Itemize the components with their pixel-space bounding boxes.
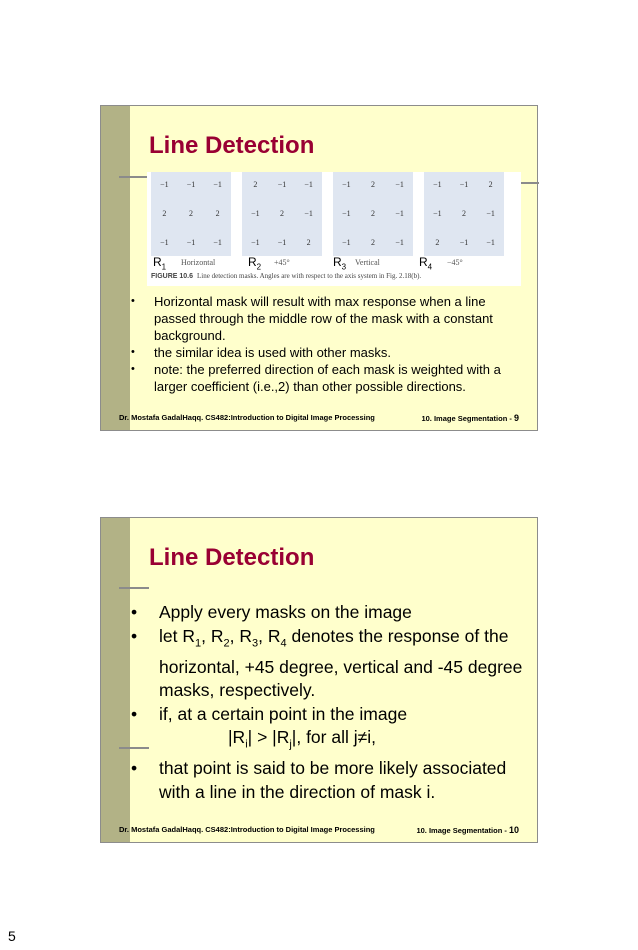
response-label-r2: $R_2$ [248, 255, 262, 272]
mask-cell: 2 [370, 238, 375, 247]
response-label-r1: $R_1$ [153, 255, 167, 272]
line-detection-masks-figure [147, 172, 521, 286]
bullet-marker: • [131, 346, 135, 358]
mask-cell: −1 [251, 238, 260, 247]
mask-cell: −1 [459, 180, 469, 189]
bullet-item: • Horizontal mask will result with max response when a line passed through the middle row of the mask with a constant background. [131, 294, 493, 343]
mask-cell: −1 [251, 209, 260, 218]
bullet-list [121, 293, 521, 395]
mask-cell: 2 [188, 209, 193, 218]
title-divider-right [521, 182, 539, 184]
mask-row [151, 209, 231, 218]
title-divider [119, 176, 149, 178]
mask-cell: −1 [486, 209, 495, 218]
response-label-r4: $R_4$ [419, 255, 433, 272]
mask-cell: −1 [342, 180, 351, 189]
figure-caption: FIGURE 10.6 Line detection masks. Angles are with respect to the axis system in Fig. 2.18(b). [151, 272, 422, 280]
mask-cell: −1 [213, 238, 222, 247]
mask-cell: −1 [186, 180, 196, 189]
mask-row [333, 238, 413, 247]
mask-cell: 2 [306, 238, 311, 247]
direction-label: Horizontal [181, 258, 216, 267]
mask-cell: −1 [160, 238, 169, 247]
footer-section: 10. Image Segmentation - 9 [421, 413, 519, 423]
mask-cell: −1 [160, 180, 169, 189]
bullet-item: • if, at a certain point in the image [121, 703, 531, 727]
slide-title: Line Detection [149, 132, 315, 159]
mask-horizontal [151, 172, 231, 256]
mask-row [333, 209, 413, 218]
mask-cell: 2 [370, 180, 375, 189]
bullet-list [121, 601, 531, 804]
bullet-item: • let $R_1$, $R_2$, $R_3$, $R_4$ denotes the response of the horizontal, +45 degree, vertical and -45 degree masks, respectively. [131, 625, 523, 700]
slide-number: 9 [513, 413, 519, 423]
mask-vertical [333, 172, 413, 256]
response-label-r3: $R_3$ [333, 255, 347, 272]
mask-cell: −1 [433, 209, 442, 218]
mask-cell: −1 [395, 238, 404, 247]
mask-cell: 2 [370, 209, 375, 218]
mask-cell: −1 [395, 180, 404, 189]
mask-row [242, 238, 322, 247]
mask-row [242, 209, 322, 218]
slide-10 [100, 517, 538, 843]
bullet-item: • note: the preferred direction of each mask is weighted with a larger coefficient (i.e.,2) than other possible directions. [131, 362, 501, 394]
bullet-marker: • [131, 758, 138, 778]
mask-plus-45 [242, 172, 322, 256]
mask-cell: 2 [253, 180, 258, 189]
bullet-marker: • [131, 363, 135, 375]
mask-cell: −1 [433, 180, 442, 189]
footer-author-course: Dr. Mostafa GadalHaqq. CS482:Introduction to Digital Image Processing [119, 825, 375, 834]
bullet-marker: • [131, 602, 138, 622]
mask-row [424, 238, 504, 247]
mask-cell: 2 [488, 180, 493, 189]
bullet-marker: • [131, 295, 135, 307]
direction-label: Vertical [355, 258, 380, 267]
mask-cell: −1 [186, 238, 196, 247]
mask-cell: −1 [277, 180, 287, 189]
mask-cell: −1 [277, 238, 287, 247]
bullet-item: • that point is said to be more likely associated with a line in the direction of mask i. [131, 758, 507, 802]
mask-row [424, 180, 504, 189]
mask-cell: 2 [215, 209, 220, 218]
mask-cell: 2 [162, 209, 167, 218]
mask-cell: −1 [486, 238, 495, 247]
footer-section: 10. Image Segmentation - 10 [416, 825, 519, 835]
title-divider [119, 587, 149, 589]
mask-cell: −1 [459, 238, 469, 247]
mask-cell: −1 [342, 238, 351, 247]
mask-row [151, 238, 231, 247]
mask-minus-45 [424, 172, 504, 256]
page-number: 5 [8, 928, 16, 944]
slide-9 [100, 105, 538, 431]
bullet-marker: • [131, 703, 138, 724]
bullet-item: • Apply every masks on the image [121, 601, 531, 625]
mask-cell: −1 [304, 180, 313, 189]
footer-author-course: Dr. Mostafa GadalHaqq. CS482:Introduction to Digital Image Processing [119, 413, 375, 422]
mask-cell: 2 [435, 238, 440, 247]
mask-row [242, 180, 322, 189]
bullet-marker: • [131, 625, 138, 646]
mask-cell: 2 [461, 209, 466, 218]
slide-title: Line Detection [149, 544, 315, 571]
direction-label: −45° [447, 258, 463, 267]
mask-cell: −1 [395, 209, 404, 218]
mask-cell: −1 [213, 180, 222, 189]
bullet-item: • the similar idea is used with other masks. [131, 345, 391, 360]
mask-row [424, 209, 504, 218]
mask-labels [147, 256, 521, 270]
mask-cell: −1 [304, 209, 313, 218]
direction-label: +45° [274, 258, 290, 267]
mask-cell: 2 [279, 209, 284, 218]
mask-cell: −1 [342, 209, 351, 218]
condition-formula: $|R_i| > |R_j|$, for all j≠i, [228, 727, 376, 751]
slide-number: 10 [508, 825, 519, 835]
mask-row [333, 180, 413, 189]
mask-row [151, 180, 231, 189]
